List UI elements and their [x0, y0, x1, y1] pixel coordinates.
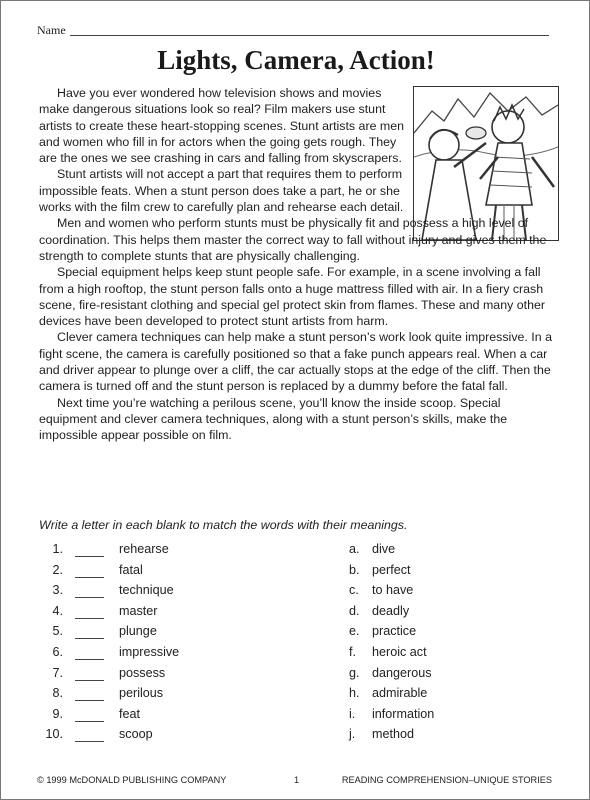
vocab-word: possess	[119, 665, 166, 680]
meaning-letter: f.	[349, 644, 356, 659]
item-number: 9.	[52, 706, 63, 721]
answer-blank[interactable]	[75, 577, 104, 578]
vocab-word: impressive	[119, 644, 180, 659]
story-paragraph: Stunt artists will not accept a part that requires them to perform impossible feats. When a stunt person does take a part, he or she works with the film crew to carefully plan and rehearse each detail.	[39, 167, 404, 215]
vocab-word: rehearse	[119, 542, 169, 556]
answer-blank[interactable]	[75, 721, 104, 722]
matching-row	[39, 624, 559, 645]
answer-blank[interactable]	[75, 741, 104, 742]
story-paragraph: Clever camera techniques can help make a stunt person’s work look quite impressive. In a fight scene, the camera is carefully positioned so that a fake punch appears real. When a car and driver appear to plunge over a cliff, the car actually stops at the edge of the cliff. Then the camera is turned off and the stunt person is replaced by a dummy before the fatal fall.	[39, 330, 552, 394]
item-number: 3.	[52, 583, 63, 598]
matching-row	[39, 563, 559, 584]
name-field[interactable]	[37, 23, 549, 39]
vocab-word: master	[119, 603, 158, 618]
matching-row	[39, 583, 559, 604]
item-number: 8.	[52, 686, 63, 701]
item-number: 6.	[52, 644, 63, 659]
meaning-letter: b.	[349, 562, 360, 577]
matching-instructions: Write a letter in each blank to match the words with their meanings.	[39, 518, 408, 532]
matching-row	[39, 686, 559, 707]
vocab-word: scoop	[119, 727, 153, 742]
answer-blank[interactable]	[75, 680, 104, 681]
item-number: 10.	[45, 727, 63, 742]
answer-blank[interactable]	[75, 700, 104, 701]
item-number: 5.	[52, 624, 63, 639]
name-line[interactable]	[70, 35, 549, 36]
series-title: READING COMPREHENSION–UNIQUE STORIES	[341, 775, 552, 785]
meaning-letter: g.	[349, 665, 360, 680]
meaning-letter: j.	[349, 727, 356, 742]
meaning-letter: d.	[349, 603, 360, 618]
meaning-text: practice	[372, 624, 417, 639]
vocab-word: feat	[119, 706, 141, 721]
meaning-letter: a.	[349, 542, 360, 556]
story-text	[39, 85, 554, 444]
matching-row	[39, 645, 559, 666]
answer-blank[interactable]	[75, 556, 104, 557]
vocab-word: plunge	[119, 624, 157, 639]
matching-row	[39, 707, 559, 728]
matching-row	[39, 727, 559, 748]
meaning-text: dive	[372, 542, 396, 556]
matching-row	[39, 604, 559, 625]
meaning-letter: i.	[349, 706, 356, 721]
answer-blank[interactable]	[75, 618, 104, 619]
story-paragraph: Have you ever wondered how television shows and movies make dangerous situations look so real? Film makers use stunt artists to create these heart-stopping scenes. Stunt artists are men and women who fill in for actors when the going gets rough. They are the ones we see crashing in cars and falling from skyscrapers.	[39, 86, 405, 166]
vocab-word: perilous	[119, 686, 164, 701]
story-paragraph: Next time you’re watching a perilous scene, you’ll know the inside scoop. Special equipment and clever camera techniques, along with a stunt person’s skills, make the impossible appear possible on film.	[39, 395, 508, 443]
meaning-text: deadly	[372, 603, 410, 618]
matching-row	[39, 542, 559, 563]
item-number: 7.	[52, 665, 63, 680]
page-title: Lights, Camera, Action!	[157, 45, 435, 75]
item-number: 4.	[52, 603, 63, 618]
vocab-word: technique	[119, 583, 174, 598]
answer-blank[interactable]	[75, 597, 104, 598]
meaning-text: dangerous	[372, 665, 432, 680]
name-label: Name	[37, 23, 66, 37]
meaning-text: information	[372, 706, 435, 721]
meaning-letter: e.	[349, 624, 360, 639]
meaning-text: method	[372, 727, 415, 742]
item-number: 2.	[52, 562, 63, 577]
vocab-word: fatal	[119, 562, 143, 577]
meaning-text: heroic act	[372, 644, 427, 659]
meaning-text: admirable	[372, 686, 428, 701]
answer-blank[interactable]	[75, 659, 104, 660]
story-paragraph: Men and women who perform stunts must be physically fit and possess a high level of coordination. This helps them master the correct way to fall without injury and gives them the strength to complete stunts that are physically challenging.	[39, 216, 547, 263]
matching-row	[39, 666, 559, 687]
item-number: 1.	[52, 542, 63, 556]
meaning-text: perfect	[372, 562, 411, 577]
meaning-text: to have	[372, 583, 414, 598]
copyright-text: © 1999 McDONALD PUBLISHING COMPANY	[37, 775, 227, 785]
meaning-letter: h.	[349, 686, 360, 701]
page-number: 1	[294, 775, 300, 785]
story-paragraph: Special equipment helps keep stunt people safe. For example, in a scene involving a fall from a high rooftop, the stunt person falls onto a huge mattress filled with air. In a fiery crash scene, fire-resistant clothing and special gel protect skin from flames. These and many other devices have been developed to protect stunt artists from harm.	[39, 265, 545, 329]
meaning-letter: c.	[349, 583, 359, 598]
matching-exercise	[39, 542, 559, 748]
answer-blank[interactable]	[75, 638, 104, 639]
